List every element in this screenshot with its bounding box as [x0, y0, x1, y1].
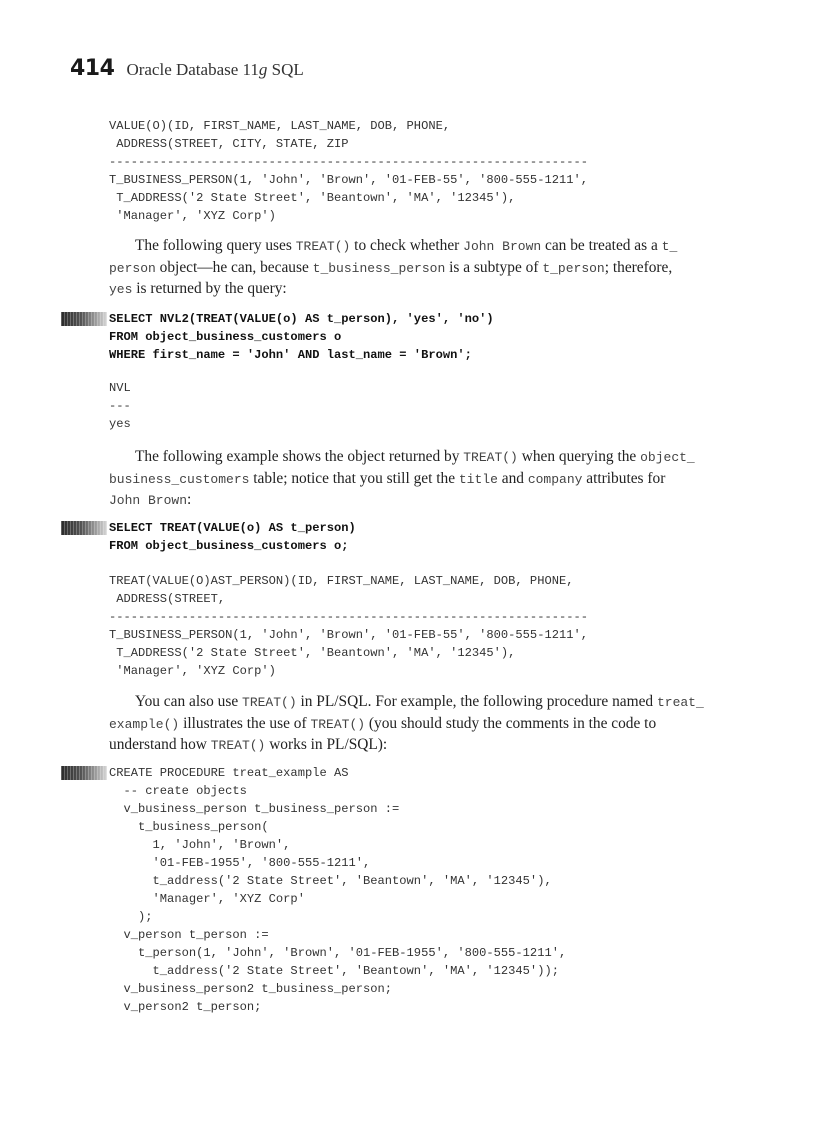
- value-output-listing: VALUE(O)(ID, FIRST_NAME, LAST_NAME, DOB, PHONE, ADDRESS(STREET, CITY, STATE, ZIP ------------------------------------------------------------------ T_BUSINESS_PERSON(1, 'John', 'Brown', '01-FEB-55', '800-555-1211', T_ADDRESS('2 State Street', 'Beantown', 'MA', '12345'), 'Manager', 'XYZ Corp'): [109, 119, 588, 223]
- code-marker-icon: [61, 521, 107, 535]
- book-title-suffix: SQL: [267, 60, 304, 79]
- treat-result-listing: TREAT(VALUE(O)AST_PERSON)(ID, FIRST_NAME, LAST_NAME, DOB, PHONE, ADDRESS(STREET, ------------------------------------------------------------------ T_BUSINESS_PERSON(1, 'John', 'Brown', '01-FEB-55', '800-555-1211', T_ADDRESS('2 State Street', 'Beantown', 'MA', '12345'), 'Manager', 'XYZ Corp'): [109, 574, 588, 678]
- book-title-prefix: Oracle Database 11: [126, 60, 259, 79]
- code-output-1: [109, 117, 588, 225]
- code-query-2: [109, 519, 356, 555]
- treat-query: SELECT TREAT(VALUE(o) AS t_person) FROM object_business_customers o;: [109, 521, 356, 553]
- nvl2-query: SELECT NVL2(TREAT(VALUE(o) AS t_person), 'yes', 'no') FROM object_business_customers o WHERE first_name = 'John' AND last_name = 'Brown';: [109, 312, 494, 362]
- code-marker-icon: [61, 766, 107, 780]
- paragraph-plsql: You can also use TREAT() in PL/SQL. For example, the following procedure named treat_ example() illustrates the use of TREAT() (you should study the comments in the code to understand how TREAT() works in PL/SQL):: [109, 693, 704, 753]
- code-query-1: [109, 310, 494, 364]
- code-result-1: [109, 379, 131, 433]
- page-header: [70, 56, 304, 81]
- book-title-italic: g: [258, 60, 268, 79]
- code-marker-icon: [61, 312, 107, 326]
- nvl-result: NVL --- yes: [109, 381, 131, 431]
- page-number: 414: [70, 56, 115, 81]
- code-result-2: [109, 572, 588, 680]
- treat-example-procedure: CREATE PROCEDURE treat_example AS -- create objects v_business_person t_business_person := t_business_person( 1, 'John', 'Brown', '01-FEB-1955', '800-555-1211', t_address('2 State Street', 'Beantown', 'MA', '12345'), 'Manager', 'XYZ Corp' ); v_person t_person := t_person(1, 'John', 'Brown', '01-FEB-1955', '800-555-1211', t_address('2 State Street', 'Beantown', 'MA', '12345')); v_business_person2 t_business_person; v_person2 t_person;: [109, 766, 567, 1014]
- paragraph-treat-object: The following example shows the object returned by TREAT() when querying the object_ business_customers table; notice that you still get the title and company attributes for John Brown:: [109, 448, 695, 508]
- paragraph-treat-check: The following query uses TREAT() to check whether John Brown can be treated as a t_ person object—he can, because t_business_person is a subtype of t_person; therefore, yes is returned by the query:: [109, 237, 678, 297]
- code-procedure: [109, 764, 566, 1016]
- book-title: [126, 60, 303, 79]
